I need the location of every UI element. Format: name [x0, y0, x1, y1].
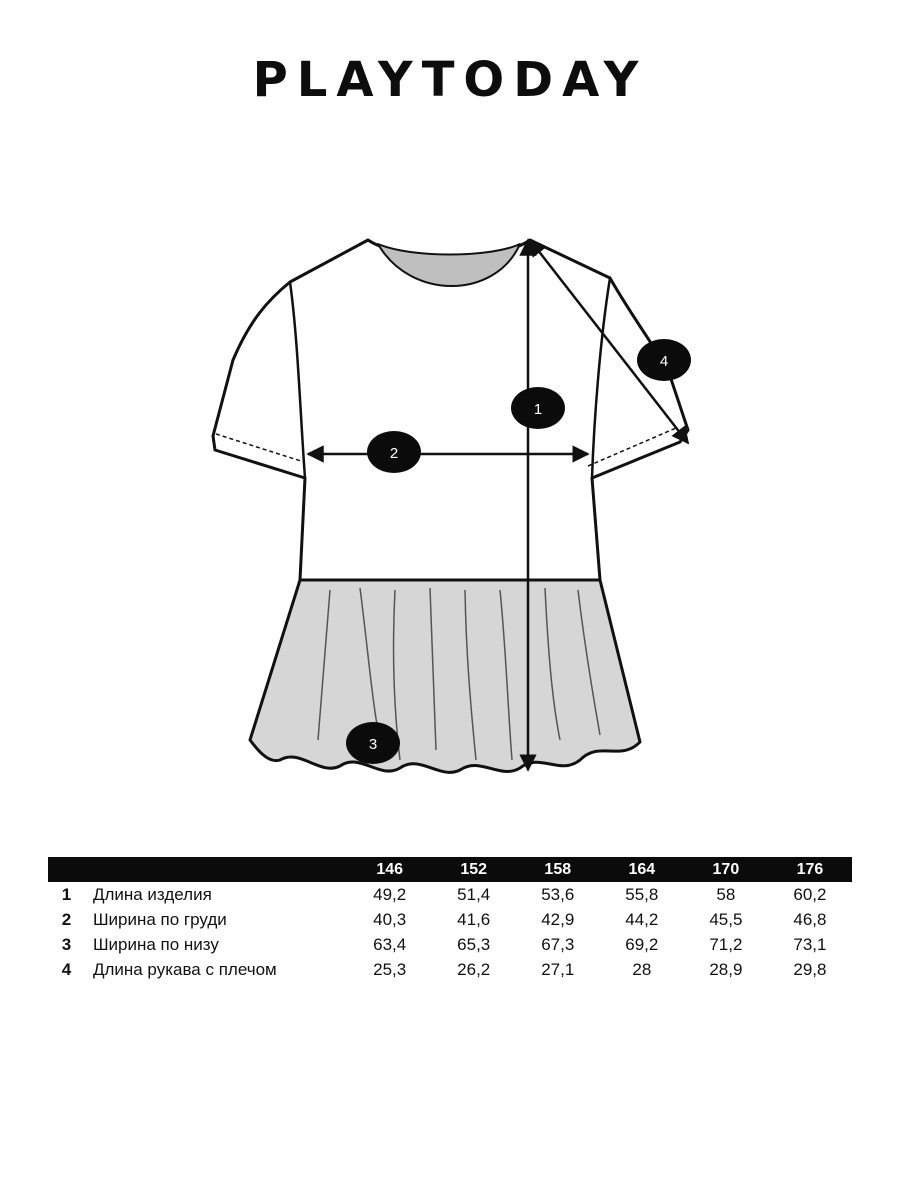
cell-value: 44,2 [625, 909, 659, 929]
table-row [48, 932, 852, 957]
cell-value: 41,6 [457, 909, 491, 929]
row-number: 1 [61, 884, 72, 904]
cell-value: 58 [716, 884, 736, 904]
row-label: Ширина по низу [92, 934, 219, 954]
cell-value: 49,2 [373, 884, 407, 904]
garment-sketch [190, 220, 730, 800]
marker-2 [367, 431, 421, 473]
cell-value: 40,3 [373, 909, 407, 929]
row-number: 3 [61, 934, 72, 954]
cell-value: 51,4 [457, 884, 491, 904]
size-152: 152 [460, 860, 488, 878]
cell-value: 69,2 [625, 934, 659, 954]
cell-value: 60,2 [793, 884, 827, 904]
row-label: Длина рукава с плечом [92, 959, 277, 979]
size-158: 158 [544, 860, 572, 878]
size-164: 164 [628, 860, 656, 878]
cell-value: 67,3 [541, 934, 575, 954]
brand-logo: PLAYTODAY [252, 52, 648, 108]
cell-value: 73,1 [793, 934, 827, 954]
bodice [213, 240, 688, 580]
size-table [48, 857, 852, 982]
svg-text:3: 3 [368, 736, 378, 753]
cell-value: 45,5 [709, 909, 743, 929]
row-label: Ширина по груди [92, 909, 227, 929]
cell-value: 28 [632, 959, 652, 979]
svg-text:4: 4 [659, 353, 669, 370]
cell-value: 42,9 [541, 909, 575, 929]
size-176: 176 [796, 860, 824, 878]
cell-value: 71,2 [709, 934, 743, 954]
cell-value: 28,9 [709, 959, 743, 979]
cell-value: 55,8 [625, 884, 659, 904]
table-row [48, 957, 852, 982]
tshirt-outline [213, 240, 688, 772]
cell-value: 65,3 [457, 934, 491, 954]
marker-1 [511, 387, 565, 429]
size-170: 170 [712, 860, 740, 878]
row-number: 2 [61, 909, 72, 929]
svg-text:1: 1 [533, 401, 543, 418]
row-label: Длина изделия [92, 884, 212, 904]
cell-value: 27,1 [541, 959, 575, 979]
size-header-row [48, 857, 852, 882]
marker-3 [346, 722, 400, 764]
marker-4 [637, 339, 691, 381]
peplum-skirt [250, 580, 640, 772]
row-number: 4 [61, 959, 72, 979]
cell-value: 53,6 [541, 884, 575, 904]
cell-value: 29,8 [793, 959, 827, 979]
table-row [48, 882, 852, 907]
cell-value: 26,2 [457, 959, 491, 979]
cell-value: 63,4 [373, 934, 407, 954]
size-146: 146 [376, 860, 404, 878]
svg-text:2: 2 [389, 445, 399, 462]
table-row [48, 907, 852, 932]
cell-value: 25,3 [373, 959, 407, 979]
cell-value: 46,8 [793, 909, 827, 929]
